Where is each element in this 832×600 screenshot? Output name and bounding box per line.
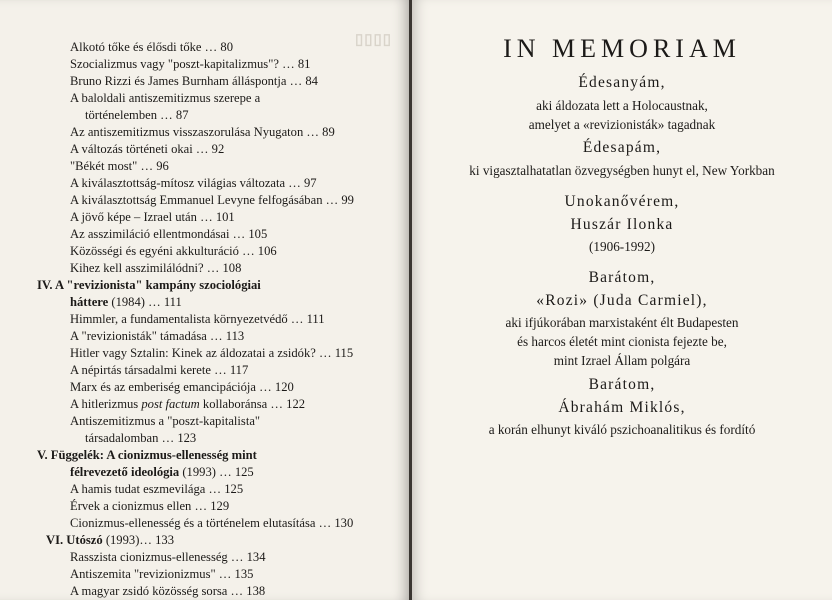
toc-entry: A magyar zsidó közösség sorsa … 138 bbox=[70, 584, 266, 598]
toc-section-iv-title-cont: háttere (1984) … 111 bbox=[70, 295, 182, 309]
toc-entry-continuation: társadalomban … 123 bbox=[85, 431, 197, 445]
memoriam-name-line: Barátom, bbox=[588, 376, 656, 393]
toc-entry: Himmler, a fundamentalista környezetvédő … 111 bbox=[70, 312, 325, 326]
toc-entry: A változás történeti okai … 92 bbox=[70, 142, 225, 156]
memoriam-text-line: amelyet a «revizionisták» tagadnak bbox=[528, 117, 716, 132]
toc-entry: Alkotó tőke és élősdi tőke … 80 bbox=[70, 40, 233, 54]
toc-entry: Cionizmus-ellenesség és a történelem elutasítása … 130 bbox=[70, 516, 354, 530]
toc-entry-continuation: történelemben … 87 bbox=[85, 108, 189, 122]
toc-entry: Rasszista cionizmus-ellenesség … 134 bbox=[70, 550, 266, 564]
memoriam-name-line: Barátom, bbox=[588, 269, 656, 286]
memoriam-text-line: és harcos életét mint cionista fejezte be, bbox=[517, 334, 727, 349]
toc-entry: "Békét most" … 96 bbox=[70, 159, 169, 173]
toc-entry: Marx és az emberiség emancipációja … 120 bbox=[70, 380, 294, 394]
toc-entry: Érvek a cionizmus ellen … 129 bbox=[70, 499, 230, 513]
toc-section-v-title-cont: félrevezető ideológia (1993) … 125 bbox=[70, 465, 254, 479]
bleed-through-text: ▯▯▯▯ bbox=[355, 32, 393, 48]
memoriam-text-line: aki ifjúkorában marxistaként élt Budapesten bbox=[505, 315, 739, 330]
memoriam-name-line: «Rozi» (Juda Carmiel), bbox=[536, 292, 708, 309]
memoriam-name-line: Édesanyám, bbox=[578, 74, 666, 91]
toc-entry: Hitler vagy Sztalin: Kinek az áldozatai a zsidók? … 115 bbox=[70, 346, 354, 360]
memoriam-text-line: ki vigasztalhatatlan özvegységben hunyt el, New Yorkban bbox=[469, 163, 775, 178]
toc-entry: A "revizionisták" támadása … 113 bbox=[70, 329, 245, 343]
toc-section-v-title: V. Függelék: A cionizmus-ellenesség mint bbox=[37, 448, 257, 462]
memoriam-name-line: Édesapám, bbox=[582, 139, 662, 156]
toc-section-vi-title: VI. Utószó (1993)… 133 bbox=[46, 533, 175, 547]
memoriam-title: IN MEMORIAM bbox=[503, 34, 741, 63]
toc-entry: Kihez kell asszimilálódni? … 108 bbox=[70, 261, 242, 275]
toc-entry: A hitlerizmus post factum kollaboránsa … 122 bbox=[70, 397, 306, 411]
toc-entry: Antiszemita "revizionizmus" … 135 bbox=[70, 567, 254, 581]
toc-entry: A kiválasztottság Emmanuel Levyne felfogásában … 99 bbox=[70, 193, 354, 207]
toc-section-iv-title: IV. A "revizionista" kampány szociológiai bbox=[37, 278, 261, 292]
memoriam-text-line: a korán elhunyt kiváló pszichoanalitikus és fordító bbox=[488, 422, 756, 437]
toc-entry: A kiválasztottság-mítosz világias változata … 97 bbox=[70, 176, 317, 190]
toc-entry: Bruno Rizzi és James Burnham álláspontja … 84 bbox=[70, 74, 318, 88]
toc-entry: Az asszimiláció ellentmondásai … 105 bbox=[70, 227, 268, 241]
toc-entry: Közösségi és egyéni akkulturáció … 106 bbox=[70, 244, 277, 258]
toc-entry: A jövő képe – Izrael után … 101 bbox=[70, 210, 235, 224]
memoriam-name-line: Huszár Ilonka bbox=[570, 216, 674, 233]
toc-entry: A népirtás társadalmi kerete … 117 bbox=[70, 363, 249, 377]
memoriam-text-line: mint Izrael Állam polgára bbox=[553, 353, 691, 368]
memoriam-name-line: Ábrahám Miklós, bbox=[558, 399, 686, 416]
memoriam-text-line: (1906-1992) bbox=[589, 239, 655, 254]
memoriam-text-line: aki áldozata lett a Holocaustnak, bbox=[536, 98, 708, 113]
toc-entry: Szocializmus vagy "poszt-kapitalizmus"? … 81 bbox=[70, 57, 311, 71]
toc-entry: Az antiszemitizmus visszaszorulása Nyugaton … 89 bbox=[70, 125, 335, 139]
memoriam-name-line: Unokanővérem, bbox=[564, 193, 680, 210]
toc-entry: A baloldali antiszemitizmus szerepe a bbox=[70, 91, 261, 105]
toc-entry: Antiszemitizmus a "poszt-kapitalista" bbox=[70, 414, 261, 428]
toc-entry: A hamis tudat eszmevilága … 125 bbox=[70, 482, 244, 496]
